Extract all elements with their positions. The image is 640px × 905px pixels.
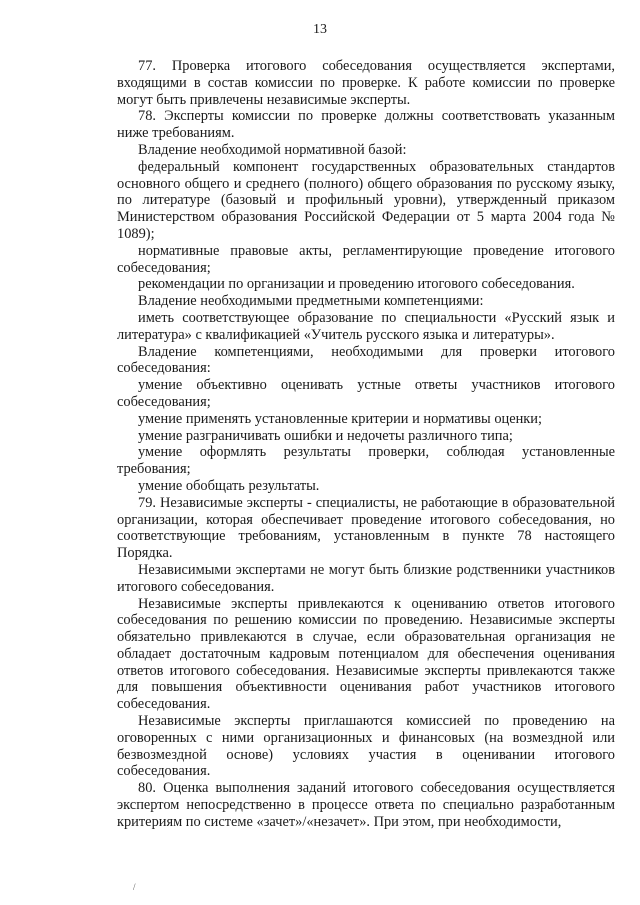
paragraph-77: 77. Проверка итогового собеседования осуществляется экспертами, входящими в состав комиссии по проверке. К работе комиссии по проверке могут быть привлечены независимые эксперты. [117, 58, 615, 108]
paragraph-79: 79. Независимые эксперты - специалисты, не работающие в образовательной организации, которая обеспечивает проведение итогового собеседования, но соответствующие требованиям, установленным в пункте 78 настоящего Порядка. [117, 494, 615, 562]
paragraph-relatives: Независимыми экспертами не могут быть близкие родственники участников итогового собеседования. [117, 561, 615, 595]
paragraph-recommendations: рекомендации по организации и проведению итогового собеседования. [138, 276, 575, 293]
paragraph-education-requirement: иметь соответствующее образование по специальности «Русский язык и литература» с квалификацией «Учитель русского языка и литературы». [117, 309, 615, 343]
paragraph-78: 78. Эксперты комиссии по проверке должны соответствовать указанным ниже требованиям. [117, 108, 615, 142]
paragraph-independent-invitation: Независимые эксперты приглашаются комиссией по проведению на оговоренных с ними организационных и финансовых (на возмездной или безвозмездной основе) условиях участия в оценивании итогового собеседования. [117, 713, 615, 780]
paragraph-normative-base-heading: Владение необходимой нормативной базой: [138, 141, 407, 158]
paragraph-independent-involvement: Независимые эксперты привлекаются к оцениванию ответов итогового собеседования по решению комиссии по проведению. Независимые эксперты обязательно привлекаются в случае, если образовательная организация не обладает достаточным кадровым потенциалом для обеспечения оценивания ответов итогового собеседования. Независимые эксперты привлекаются также для повышения объективности оценивания работ участников итогового собеседования. [117, 595, 615, 713]
page-number: 13 [313, 22, 327, 37]
scan-mark: / [133, 882, 136, 892]
document-body [117, 58, 615, 831]
paragraph-normative-acts: нормативные правовые акты, регламентирующие проведение итогового собеседования; [117, 242, 615, 276]
paragraph-80: 80. Оценка выполнения заданий итогового собеседования осуществляется экспертом непосредственно в процессе ответа по специально разработанным критериям по системе «зачет»/«незачет». При этом, при необходимости, [117, 780, 615, 830]
paragraph-skill-evaluate: умение объективно оценивать устные ответы участников итогового собеседования; [117, 377, 615, 410]
paragraph-competencies-heading: Владение компетенциями, необходимыми для проверки итогового собеседования: [117, 343, 615, 377]
paragraph-skill-formatting: умение оформлять результаты проверки, соблюдая установленные требования; [117, 444, 615, 478]
paragraph-skill-errors: умение разграничивать ошибки и недочеты различного типа; [138, 427, 513, 444]
paragraph-subject-competencies-heading: Владение необходимыми предметными компетенциями: [138, 293, 484, 310]
paragraph-skill-summarize: умение обобщать результаты. [138, 477, 320, 494]
paragraph-federal-component: федеральный компонент государственных образовательных стандартов основного общего и среднего (полного) общего образования по русскому языку, по литературе (базовый и профильный уровни), утвержденный приказом Министерством образования Российской Федерации от 5 марта 2004 года № 1089); [117, 158, 615, 242]
paragraph-skill-criteria: умение применять установленные критерии и нормативы оценки; [138, 410, 542, 427]
